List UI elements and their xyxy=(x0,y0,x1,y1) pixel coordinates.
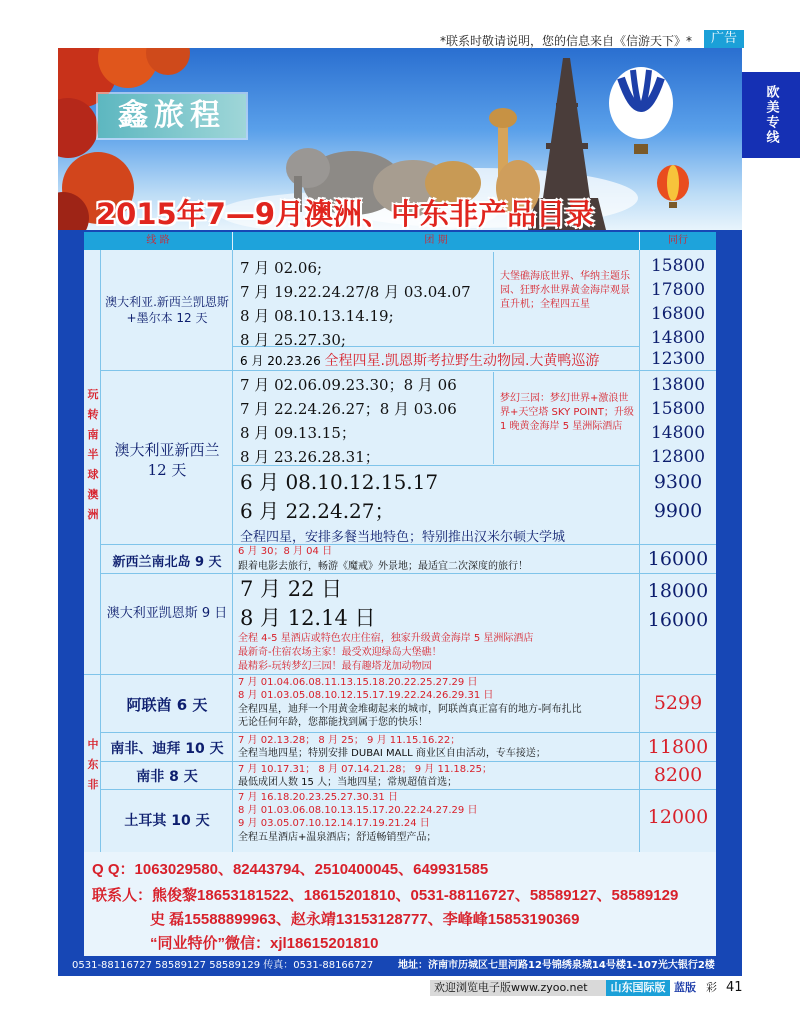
route-description: 全程四星，安排多餐当地特色；特别推出汉米尔顿大学城 xyxy=(240,530,566,545)
price-list: 15800 17800 16800 14800 xyxy=(650,256,706,348)
route-description: 全程 4-5 星酒店或特色农庄住宿，独家升级黄金海岸 5 星洲际酒店 最新奇-住宿农场主家！最受欢迎绿岛大堡礁！ 最精彩-玩转梦幻三园！最有趣塔龙加动物园 xyxy=(238,633,534,672)
grid-line xyxy=(493,252,494,344)
departure-dates: 7 月 22 日 8 月 12.14 日 xyxy=(240,577,376,630)
route-name: 南非、迪拜 10 天 xyxy=(110,741,224,757)
brand-logo: 鑫旅程 xyxy=(98,94,246,138)
route-description: 跟着电影去旅行，畅游《魔戒》外景地；最适宜二次深度的旅行！ xyxy=(238,561,528,572)
departure-dates: 7 月 01.04.06.08.11.13.15.18.20.22.25.27.29 日 8 月 01.03.05.08.10.12.15.17.19.22.24.26.29.31 日 xyxy=(238,677,494,701)
color-label: 彩 xyxy=(706,981,717,994)
qq-numbers: Q Q：1063029580、82443794、2510400045、649931585 xyxy=(92,861,489,878)
grid-line xyxy=(100,370,716,371)
edition-badge: 山东国际版 xyxy=(606,980,670,996)
grid-line xyxy=(232,674,233,852)
footer-bar xyxy=(58,957,742,975)
price: 5299 xyxy=(653,692,703,714)
grid-line xyxy=(493,372,494,464)
route-name: 澳大利亚新西兰 12 天 xyxy=(114,441,220,479)
departure-dates: 7 月 16.18.20.23.25.27.30.31 日 8 月 01.03.06.08.10.13.15.17.20.22.24.27.29 日 9 月 03.05.07.10.12.14.17.19.21.24 日 xyxy=(238,792,478,829)
route-description: 最低成团人数 15 人；当地四星；常规超值首选； xyxy=(238,777,458,788)
price: 12000 xyxy=(647,806,709,828)
price: 8200 xyxy=(653,764,703,786)
grid-line xyxy=(232,250,233,674)
wechat-id: “同业特价”微信：xjl18615201810 xyxy=(150,935,379,952)
blue-edition-label: 蓝版 xyxy=(674,981,696,994)
catalog-headline: 2015年7—9月澳洲、中东非产品目录 xyxy=(96,197,595,231)
website-note[interactable]: 欢迎浏览电子版www.zyoo.net xyxy=(430,980,606,996)
contact-person-2: 史 磊15588899963、赵永靖13153128777、李峰峰15853190369 xyxy=(150,911,580,928)
departure-dates: 7 月 10.17.31； 8 月 07.14.21.28； 9 月 11.18.25； xyxy=(238,764,493,775)
route-highlights: 梦幻三园：梦幻世界+激浪世界+天空塔 SKY POINT；升级 1 晚黄金海岸 5 星洲际酒店 xyxy=(500,393,634,432)
price-list: 13800 15800 14800 12800 xyxy=(650,375,706,467)
source-note: *联系时敬请说明，您的信息来自《信游天下》* xyxy=(440,34,693,48)
route-highlights: 大堡礁海底世界、华纳主题乐园、狂野水世界黄金海岸观景直升机；全程四五星 xyxy=(500,271,630,310)
side-tab-europe-america[interactable]: 欧美专线 xyxy=(742,72,800,158)
grid-line xyxy=(100,573,716,574)
small-balloon-icon xyxy=(657,165,689,208)
col-header-route: 线 路 xyxy=(84,232,232,250)
route-description: 全程四星，迪拜一个用黄金堆砌起来的城市，阿联酋真正富有的地方-阿布扎比 无论任何年龄，您都能找到属于您的快乐！ xyxy=(238,704,582,728)
contact-person-1: 联系人：熊俊黎18653181522、18615201810、0531-88116727、58589127、58589129 xyxy=(92,887,679,904)
june-departures: 6 月 08.10.12.15.17 6 月 22.24.27； xyxy=(240,470,439,523)
route-description: 全程当地四星；特别安排 DUBAI MALL 商业区自由活动，专车接送； xyxy=(238,748,546,759)
grid-line xyxy=(100,789,716,790)
hot-air-balloon-icon xyxy=(609,67,673,154)
departure-dates: 7 月 02.13.28； 8 月 25； 9 月 11.15.16.22； xyxy=(238,735,461,746)
departure-dates: 6 月 30；8 月 04 日 xyxy=(238,546,333,557)
footer-address: 地址：济南市历城区七里河路12号锦绣泉城14号楼1-107光大银行2楼 xyxy=(398,960,715,971)
route-description: 全程五星酒店+温泉酒店；舒适畅销型产品； xyxy=(238,832,437,843)
grid-line xyxy=(100,732,716,733)
departure-dates: 7 月 02.06.09.23.30；8 月 06 7 月 22.24.26.27；8 月 03.06 8 月 09.13.15； 8 月 23.26.28.31； xyxy=(240,376,457,466)
ad-badge: 广告 xyxy=(704,30,744,48)
extra-departure: 6 月 20.23.26 全程四星.凯恩斯考拉野生动物园.大黄鸭巡游 xyxy=(240,353,600,369)
footer-phones: 0531-88116727 58589127 58589129 传真：0531-88166727 xyxy=(72,960,374,971)
june-prices: 9300 9900 xyxy=(653,471,703,522)
route-name: 澳大利亚凯恩斯 9 日 xyxy=(106,606,228,621)
region-label-south-hemisphere: 玩转南半球 澳洲 xyxy=(87,388,99,521)
route-name: 新西兰南北岛 9 天 xyxy=(112,555,222,570)
region-label-middle-east-africa: 中东非 xyxy=(87,738,99,791)
grid-line xyxy=(84,674,716,675)
route-name: 土耳其 10 天 xyxy=(124,813,210,829)
col-header-dates: 团 期 xyxy=(233,232,639,250)
page-number: 41 xyxy=(726,980,743,995)
col-header-price: 同行 xyxy=(640,232,716,250)
route-name: 澳大利亚.新西兰凯恩斯+墨尔本 12 天 xyxy=(105,295,229,325)
route-name: 南非 8 天 xyxy=(136,769,198,785)
grid-line xyxy=(100,761,716,762)
price: 12300 xyxy=(650,349,706,369)
route-name: 阿联酋 6 天 xyxy=(126,696,208,714)
price: 11800 xyxy=(647,736,709,758)
price-list: 18000 16000 xyxy=(647,580,709,631)
departure-dates: 7 月 02.06; 7 月 19.22.24.27/8 月 03.04.07 8 月 08.10.13.14.19; 8 月 25.27.30; xyxy=(240,259,471,349)
price: 16000 xyxy=(647,548,709,570)
